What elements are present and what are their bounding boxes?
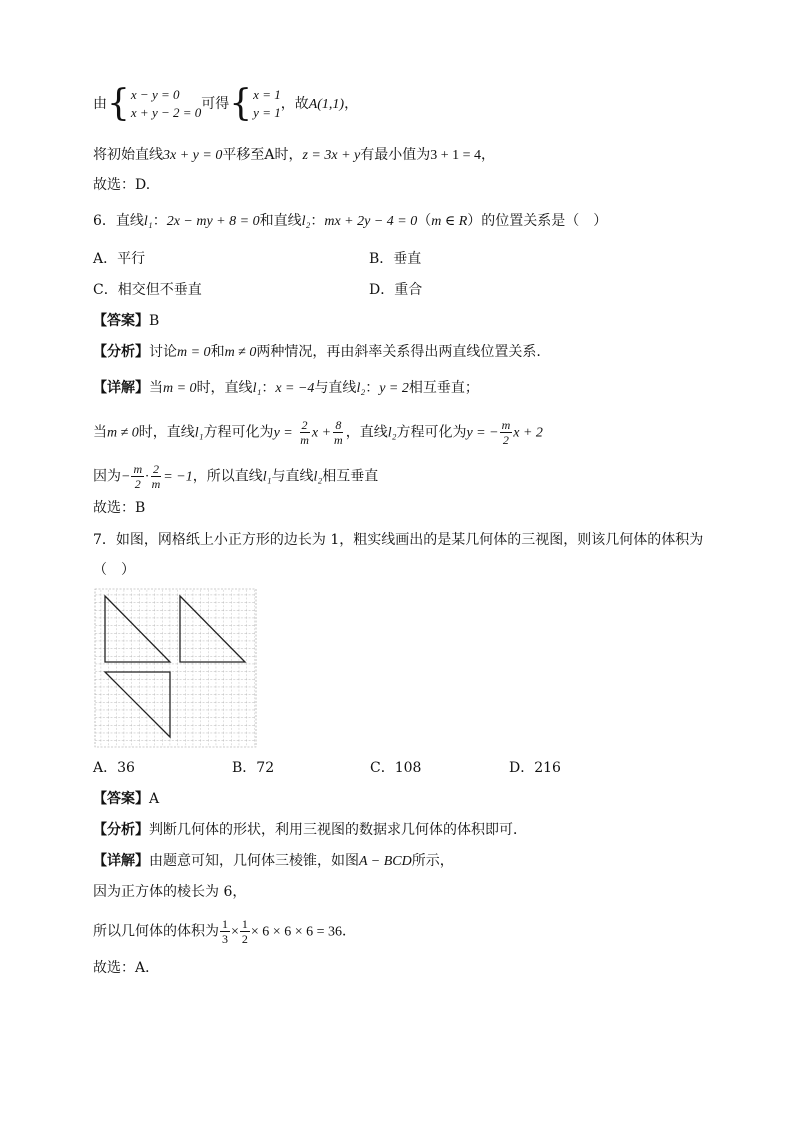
text: 两种情况，再由斜率关系得出两直线位置关系.	[256, 344, 541, 360]
detail-tag: 【详解】	[93, 853, 149, 869]
math: y =	[273, 425, 293, 441]
math: mx + 2y − 4 = 0	[324, 214, 418, 229]
text: 相互垂直；	[408, 380, 479, 396]
math: m ≠ 0	[107, 425, 139, 441]
text: ，直线	[345, 424, 388, 441]
q7-answer	[93, 789, 159, 809]
q6-detail-1	[93, 378, 479, 399]
numerator: 2	[301, 418, 308, 432]
q7-option-d[interactable]: D．216	[509, 760, 561, 776]
math: 2x − my + 8 = 0	[166, 214, 260, 229]
math: l₂	[356, 381, 366, 396]
math: −	[121, 469, 131, 485]
text: 讨论	[149, 344, 177, 360]
q6-option-d[interactable]: D．重合	[369, 282, 423, 298]
left-brace: {	[107, 83, 130, 124]
eq: x = 1	[253, 87, 281, 102]
math: x +	[311, 425, 332, 441]
math: x = −4	[275, 381, 315, 396]
denominator: m	[151, 477, 161, 491]
text: 可得	[201, 96, 230, 112]
denominator: 2	[134, 477, 141, 491]
text: 与直线	[271, 468, 314, 485]
text: ，	[481, 147, 496, 163]
math: 3 + 1 = 4	[430, 148, 482, 163]
math: x + 2	[513, 425, 543, 441]
text: 平移至A时，	[222, 147, 303, 163]
analysis-tag: 【分析】	[93, 344, 149, 360]
fraction	[298, 418, 311, 447]
answer-value: B	[149, 313, 160, 329]
left-brace: {	[229, 83, 253, 124]
text: 判断几何体的形状，利用三视图的数据求几何体的体积即可．	[149, 822, 527, 838]
fraction	[240, 917, 250, 946]
q6-stem	[93, 211, 607, 232]
q7-option-b[interactable]: B．72	[232, 760, 275, 776]
fraction	[150, 462, 163, 491]
math: y = 2	[379, 381, 409, 396]
eq: y = 1	[253, 105, 281, 120]
text: ：	[261, 380, 276, 396]
text: 6．直线	[93, 213, 144, 229]
text: 时，直线	[196, 380, 253, 396]
text: 当	[149, 380, 163, 396]
q7-detail-3	[93, 917, 356, 946]
text: 因为	[93, 468, 121, 485]
q5-choice: 故选：D.	[93, 177, 151, 193]
math: m = 0	[163, 381, 197, 396]
point-a: A(1,1)	[308, 97, 345, 112]
denominator: 2	[241, 932, 248, 946]
text: ：	[365, 380, 380, 396]
text: 所示，	[411, 853, 454, 869]
text: ：	[152, 213, 167, 229]
q7-detail-1	[93, 851, 454, 872]
text: （	[417, 213, 432, 229]
math: m ∈ R	[431, 214, 468, 229]
fraction	[500, 418, 513, 447]
q6-choice: 故选：B	[93, 500, 146, 516]
denominator: m	[334, 433, 343, 447]
denominator: m	[300, 433, 309, 447]
detail-tag: 【详解】	[93, 380, 149, 396]
q6-option-a[interactable]: A．平行	[93, 251, 146, 267]
denominator: 2	[502, 433, 509, 447]
text: 相互垂直	[322, 468, 379, 485]
text: 时，直线	[138, 424, 195, 441]
q6-analysis	[93, 342, 541, 363]
q7-analysis	[93, 820, 527, 840]
numerator: m	[133, 462, 143, 476]
text: 和直线	[259, 213, 302, 229]
math: l₁	[252, 381, 262, 396]
q7-detail-2: 因为正方体的棱长为 6，	[93, 884, 247, 900]
q6-detail-2	[93, 418, 543, 447]
math: y = −	[466, 425, 499, 441]
q7-option-a[interactable]: A．36	[93, 760, 135, 776]
equation-system-1	[131, 86, 201, 122]
text: 与直线	[314, 380, 357, 396]
math: l₂	[301, 214, 311, 229]
text: 所以几何体的体积为	[93, 923, 219, 940]
numerator: 2	[152, 462, 159, 476]
math: l₂	[313, 469, 323, 485]
q7-choice: 故选：A．	[93, 960, 160, 976]
text: 由	[93, 96, 107, 112]
q6-option-b[interactable]: B．垂直	[369, 251, 422, 267]
text: 和	[210, 344, 225, 360]
text: ．	[342, 923, 356, 940]
text: 有最小值为	[360, 147, 431, 163]
equation-system-2	[253, 86, 281, 122]
text: 方程可化为	[203, 424, 274, 441]
math: = −1	[163, 469, 193, 485]
q7-option-c[interactable]: C．108	[370, 760, 422, 776]
text: ，所以直线	[192, 468, 263, 485]
numerator: 1	[222, 917, 228, 931]
eq: x + y − 2 = 0	[130, 105, 202, 120]
fraction	[332, 418, 345, 447]
math: l₁	[194, 425, 204, 441]
math: × 6 × 6 × 6 = 36	[250, 924, 342, 940]
math: A − BCD	[359, 854, 412, 869]
answer-value: A	[149, 791, 160, 807]
q6-detail-3	[93, 462, 378, 491]
math: m ≠ 0	[224, 345, 257, 360]
text: 当	[93, 424, 107, 441]
math: l₁	[262, 469, 272, 485]
text: ，故	[280, 96, 309, 112]
grid-background	[95, 589, 256, 747]
denominator: 3	[222, 932, 228, 946]
numerator: 8	[335, 418, 342, 432]
math: ×	[231, 924, 239, 940]
numerator: 1	[241, 917, 248, 931]
text: 将初始直线	[93, 147, 163, 163]
q7-stem-2: （ ）	[93, 562, 135, 578]
text: 由题意可知，几何体三棱锥，如图	[149, 853, 359, 869]
text: ，	[344, 96, 359, 112]
answer-tag: 【答案】	[93, 791, 149, 807]
math: l₁	[143, 214, 153, 229]
answer-tag: 【答案】	[93, 313, 149, 329]
analysis-tag: 【分析】	[93, 822, 149, 838]
text: 方程可化为	[396, 424, 467, 441]
fraction	[220, 917, 230, 946]
q6-answer	[93, 311, 159, 331]
math: l₂	[387, 425, 397, 441]
text: ：	[310, 213, 325, 229]
q6-option-c[interactable]: C．相交但不垂直	[93, 282, 202, 298]
q7-stem-1: 7．如图，网格纸上小正方形的边长为 1，粗实线画出的是某几何体的三视图，则该几何体的体积为	[93, 532, 704, 548]
math: 3x + y = 0	[163, 148, 223, 163]
eq: x − y = 0	[130, 87, 180, 102]
fraction	[131, 462, 144, 491]
math: ·	[145, 469, 149, 485]
q5-line2	[93, 145, 495, 166]
text: ）的位置关系是（ ）	[467, 213, 608, 229]
q5-system-line	[93, 83, 359, 124]
math: m = 0	[177, 345, 211, 360]
math: z = 3x + y	[302, 148, 361, 163]
three-view-figure	[93, 587, 257, 749]
numerator: m	[501, 418, 511, 432]
